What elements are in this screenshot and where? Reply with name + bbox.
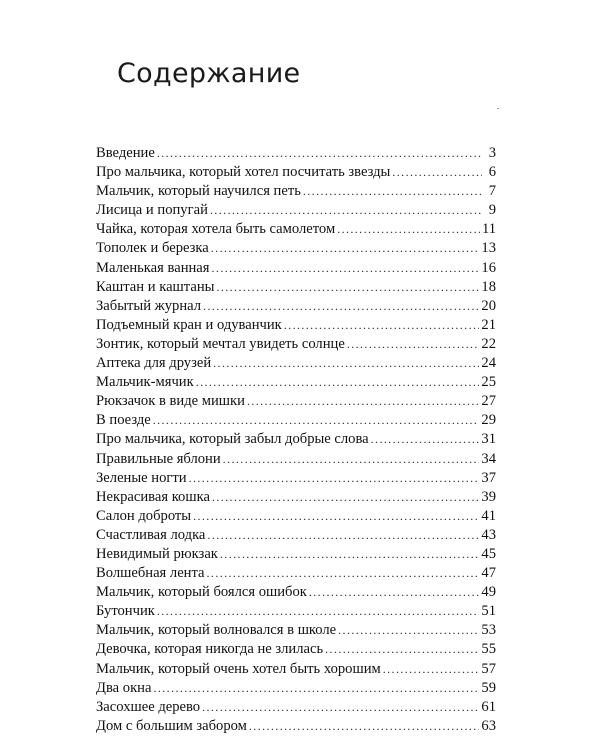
toc-entry-title: Введение: [96, 145, 155, 161]
toc-entry: [96, 545, 496, 564]
toc-entry-page-number: 27: [481, 393, 496, 410]
toc-entry-title: Маленькая ванная: [96, 259, 210, 276]
toc-entry: [96, 316, 496, 335]
toc-entry-title: Счастливая лодка: [96, 526, 206, 543]
toc-entry-page-number: 47: [481, 565, 496, 582]
dot-leader: [216, 278, 479, 297]
dot-leader: [207, 564, 480, 583]
toc-entry-title: Про мальчика, который забыл добрые слова: [96, 431, 369, 448]
toc-entry: [96, 621, 496, 640]
dot-leader: [247, 392, 479, 411]
dot-leader: [309, 583, 480, 602]
toc-entry: [96, 335, 496, 354]
toc-entry-page-number: 3: [488, 145, 496, 161]
toc-entry-title: Тополек и березка: [96, 240, 209, 257]
toc-entry-page-number: 49: [481, 584, 496, 601]
toc-entry: [96, 373, 496, 392]
dot-leader: [213, 354, 479, 373]
dot-leader: [210, 201, 482, 220]
dot-leader: [383, 660, 480, 679]
dot-leader: [196, 373, 480, 392]
toc-entry-page-number: 16: [481, 259, 496, 276]
toc-entry: [96, 469, 496, 488]
toc-entry: [96, 392, 496, 411]
dot-leader: [203, 297, 479, 316]
dot-leader: [212, 488, 479, 507]
dot-leader: [337, 220, 480, 239]
toc-entry-title: Два окна: [96, 679, 152, 696]
toc-entry-title: Каштан и каштаны: [96, 278, 215, 295]
dot-leader: [153, 411, 480, 430]
toc-entry: [96, 698, 496, 717]
toc-entry-page-number: 59: [481, 679, 496, 696]
toc-entry-title: Рюкзачок в виде мишки: [96, 393, 245, 410]
toc-entry: [96, 526, 496, 545]
toc-entry: [96, 278, 496, 297]
dot-leader: [153, 679, 479, 698]
dot-leader: [202, 698, 479, 717]
dot-leader: [284, 316, 480, 335]
dot-leader: [392, 163, 482, 182]
toc-entry-title: Лисица и попугай: [96, 202, 208, 219]
toc-entry-page-number: 63: [481, 717, 496, 734]
toc-entry: [96, 144, 496, 163]
toc-entry-page-number: 34: [481, 450, 496, 467]
toc-entry: [96, 411, 496, 430]
dot-leader: [207, 526, 479, 545]
toc-entry: [96, 507, 496, 526]
toc-entry-title: Зеленые ногти: [96, 469, 187, 486]
toc-entry: [96, 182, 496, 201]
dot-leader: [211, 239, 480, 258]
dot-leader: [338, 621, 479, 640]
dot-leader: [371, 430, 480, 449]
toc-entry: [96, 354, 496, 373]
toc-entry-page-number: 45: [481, 545, 496, 562]
toc-entry-title: Бутончик: [96, 603, 155, 620]
toc-entry-page-number: 18: [481, 278, 496, 295]
table-of-contents: [96, 144, 496, 736]
toc-entry-title: Засохшее дерево: [96, 698, 201, 715]
toc-entry: [96, 660, 496, 679]
toc-entry-page-number: 24: [481, 355, 496, 372]
toc-entry: [96, 640, 496, 659]
toc-entry-page-number: 53: [481, 622, 496, 639]
toc-entry-page-number: 20: [481, 297, 496, 314]
dot-leader: [157, 144, 482, 163]
toc-entry: [96, 430, 496, 449]
toc-entry-page-number: 41: [481, 507, 496, 524]
toc-entry-page-number: 22: [481, 335, 496, 352]
toc-entry-title: Мальчик, который научился петь: [96, 183, 301, 200]
toc-entry-page-number: 37: [481, 469, 496, 486]
page-title: Содержание: [117, 58, 301, 89]
toc-entry-page-number: 25: [481, 374, 496, 391]
toc-entry: [96, 450, 496, 469]
toc-entry-page-number: 61: [481, 698, 496, 715]
toc-entry: [96, 239, 496, 258]
toc-entry: [96, 297, 496, 316]
toc-entry-title: Дом с большим забором: [96, 717, 247, 734]
toc-entry-title: Мальчик-мячик: [96, 374, 194, 391]
toc-entry: [96, 583, 496, 602]
toc-entry-title: Мальчик, который очень хотел быть хорошим: [96, 660, 381, 677]
toc-entry-title: Подъемный кран и одуванчик: [96, 316, 282, 333]
toc-entry-title: Про мальчика, который хотел посчитать звезды: [96, 164, 391, 181]
toc-entry: [96, 220, 496, 239]
toc-entry-title: Зонтик, который мечтал увидеть солнце: [96, 335, 345, 352]
toc-entry-page-number: 57: [481, 660, 496, 677]
dot-leader: [325, 640, 479, 659]
toc-entry-page-number: 31: [481, 431, 496, 448]
toc-entry: [96, 488, 496, 507]
toc-entry-title: Чайка, которая хотела быть самолетом: [96, 221, 336, 238]
dot-leader: [193, 507, 479, 526]
toc-entry-title: Девочка, которая никогда не злилась: [96, 641, 324, 658]
toc-entry-page-number: 39: [481, 488, 496, 505]
toc-entry: [96, 679, 496, 698]
toc-entry: [96, 717, 496, 736]
dot-leader: [347, 335, 480, 354]
toc-entry: [96, 564, 496, 583]
toc-entry-title: Волшебная лента: [96, 565, 205, 582]
toc-entry: [96, 201, 496, 220]
toc-entry: [96, 602, 496, 621]
toc-entry-page-number: 6: [488, 164, 496, 181]
paper-speck: [497, 108, 499, 109]
toc-entry-title: Мальчик, который боялся ошибок: [96, 584, 307, 601]
toc-entry-page-number: 43: [481, 526, 496, 543]
toc-entry: [96, 163, 496, 182]
toc-entry-page-number: 9: [488, 202, 496, 219]
toc-entry-page-number: 55: [481, 641, 496, 658]
dot-leader: [223, 450, 480, 469]
dot-leader: [157, 602, 480, 621]
dot-leader: [220, 545, 480, 564]
toc-entry-page-number: 11: [481, 221, 496, 238]
toc-entry: [96, 259, 496, 278]
dot-leader: [249, 717, 480, 736]
toc-entry-title: Салон доброты: [96, 507, 192, 524]
toc-entry-title: Мальчик, который волновался в школе: [96, 622, 337, 639]
toc-entry-page-number: 51: [481, 603, 496, 620]
toc-entry-title: Аптека для друзей: [96, 355, 212, 372]
dot-leader: [189, 469, 480, 488]
toc-entry-page-number: 29: [481, 412, 496, 429]
toc-entry-page-number: 13: [481, 240, 496, 257]
toc-entry-title: Некрасивая кошка: [96, 488, 210, 505]
toc-entry-page-number: 7: [488, 183, 496, 200]
toc-entry-title: В поезде: [96, 412, 151, 429]
toc-entry-title: Правильные яблони: [96, 450, 221, 467]
toc-entry-title: Забытый журнал: [96, 297, 202, 314]
dot-leader: [303, 182, 482, 201]
toc-entry-page-number: 21: [481, 316, 496, 333]
toc-entry-title: Невидимый рюкзак: [96, 545, 218, 562]
dot-leader: [212, 259, 480, 278]
